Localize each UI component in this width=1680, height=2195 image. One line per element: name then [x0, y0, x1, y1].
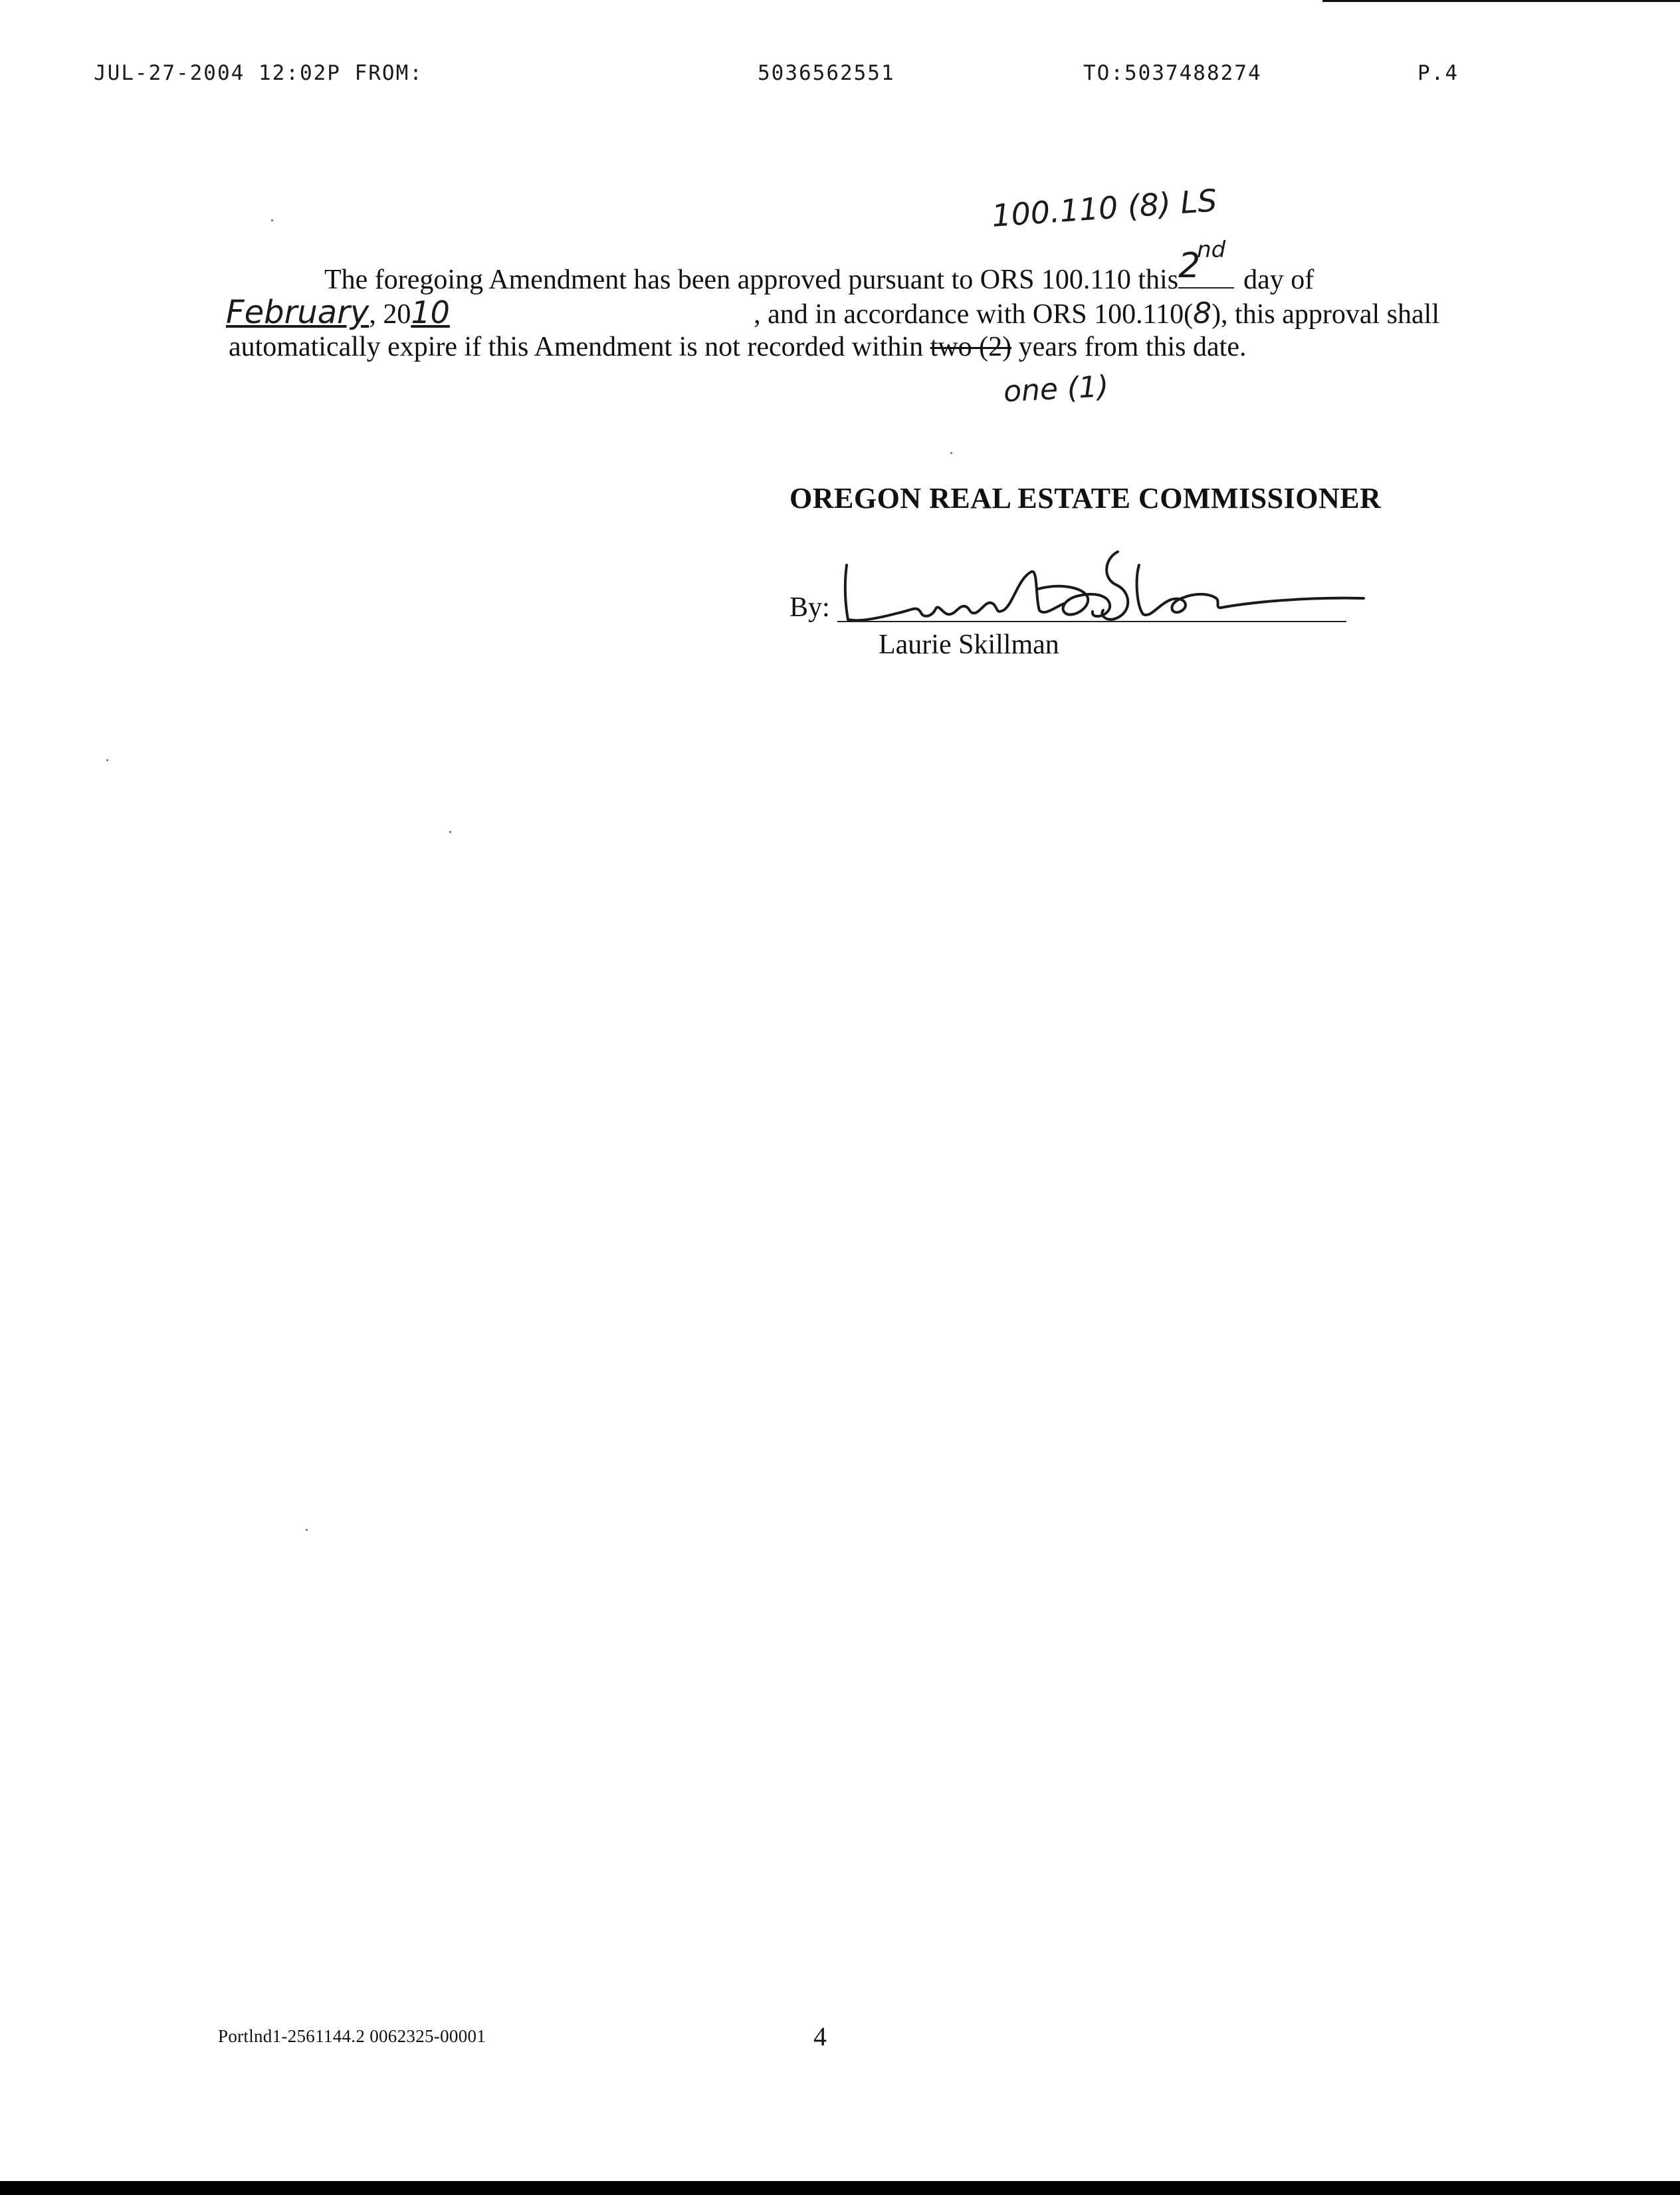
fax-header-from-number: 5036562551	[758, 61, 895, 85]
scan-speck	[449, 831, 451, 833]
paragraph-line-3	[229, 330, 1246, 364]
top-edge-mark	[1322, 0, 1680, 2]
handwritten-month: February	[226, 294, 369, 331]
handwritten-day-suffix: nd	[1197, 237, 1226, 263]
paragraph-text: The foregoing Amendment has been approved pursuant to ORS 100.110 this	[324, 265, 1179, 295]
scan-speck	[106, 759, 108, 761]
bottom-scan-border	[0, 2181, 1680, 2195]
handwritten-day: 2	[1178, 246, 1201, 286]
paragraph-text: years	[1018, 332, 1078, 362]
signature-line	[837, 621, 1346, 622]
approval-paragraph	[226, 237, 1439, 367]
paragraph-text: , and in accordance with ORS 100.110(	[754, 299, 1194, 330]
fax-header-to-number: TO:5037488274	[1083, 61, 1262, 85]
paragraph-line-2	[226, 295, 1439, 332]
commissioner-title: OREGON REAL ESTATE COMMISSIONER	[789, 482, 1382, 515]
paragraph-text: automatically expire if this Amendment is not recorded within	[229, 332, 924, 362]
handwritten-year: 10	[411, 294, 450, 330]
handwritten-term: one (1)	[1002, 369, 1110, 409]
paragraph-text: day of	[1243, 265, 1314, 295]
paragraph-text: from this date.	[1084, 332, 1247, 362]
fax-header-page: P.4	[1418, 61, 1459, 85]
handwritten-subsection: 8	[1193, 296, 1212, 330]
scan-speck	[306, 1529, 308, 1531]
scan-speck	[271, 219, 273, 221]
struck-term: two (2)	[930, 332, 1012, 362]
fax-header-date: JUL-27-2004 12:02P FROM:	[94, 61, 423, 85]
handwritten-day-blank	[1178, 237, 1234, 289]
paragraph-text: , 20	[369, 299, 411, 330]
signer-name: Laurie Skillman	[879, 630, 1059, 660]
date-fill	[226, 295, 450, 332]
scan-speck	[950, 452, 952, 454]
page-number: 4	[813, 2022, 827, 2051]
paragraph-text	[754, 296, 1439, 332]
document-id: Portlnd1-2561144.2 0062325-00001	[218, 2026, 486, 2046]
paragraph-text: ), this approval shall	[1211, 299, 1439, 330]
paragraph-line-1	[324, 237, 1314, 297]
by-label: By:	[789, 592, 830, 623]
handwritten-statute-note: 100.110 (8) LS	[990, 182, 1218, 234]
